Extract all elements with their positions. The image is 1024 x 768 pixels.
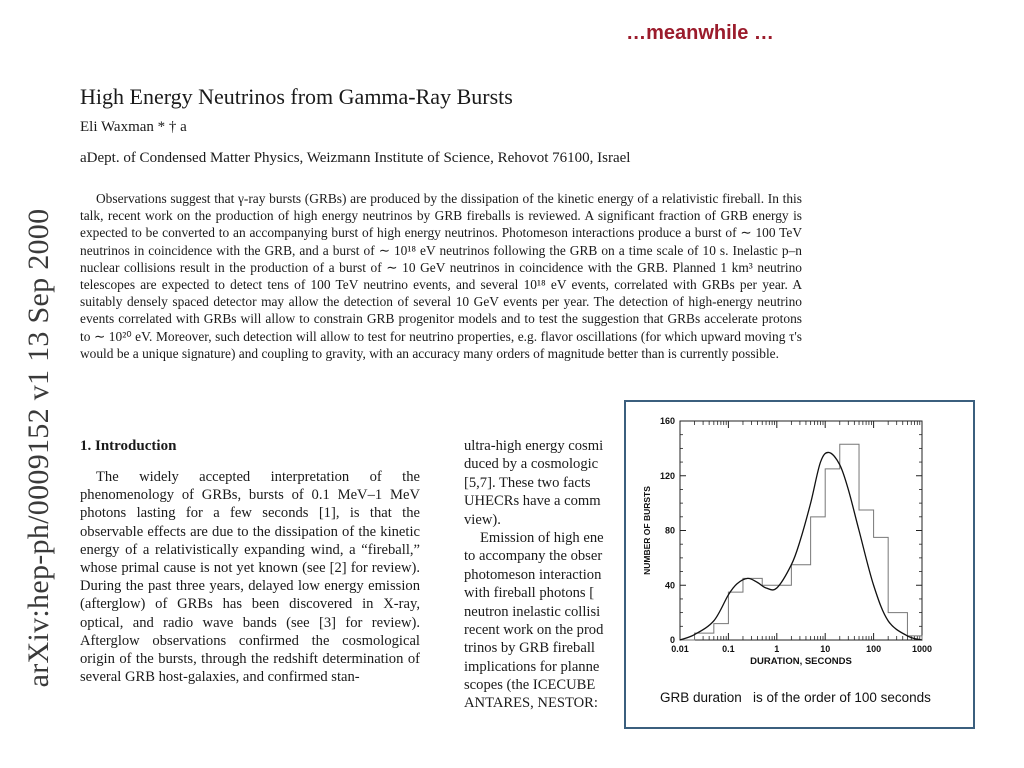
right-column-line: UHECRs have a comm bbox=[464, 493, 601, 510]
intro-left-column bbox=[80, 468, 420, 686]
grb-duration-chart bbox=[626, 402, 973, 682]
right-column-line: scopes (the ICECUBE bbox=[464, 677, 596, 694]
right-column-line: to accompany the obser bbox=[464, 548, 603, 565]
arxiv-identifier: arXiv:hep-ph/0009152 v1 13 Sep 2000 bbox=[22, 208, 55, 688]
right-column-line: ANTARES, NESTOR: bbox=[464, 695, 598, 712]
slide-title: …meanwhile … bbox=[626, 22, 774, 44]
right-column-line: Emission of high ene bbox=[480, 529, 604, 546]
intro-right-column bbox=[464, 437, 624, 713]
y-tick-label: 0 bbox=[669, 635, 675, 645]
histogram-bars bbox=[680, 444, 922, 640]
right-column-line: view). bbox=[464, 511, 501, 528]
y-tick-label: 120 bbox=[659, 470, 675, 481]
paper-author: Eli Waxman * † a bbox=[80, 119, 187, 135]
paper-title: High Energy Neutrinos from Gamma-Ray Bursts bbox=[80, 84, 513, 109]
right-column-line: duced by a cosmologic bbox=[464, 456, 599, 473]
y-tick-label: 40 bbox=[664, 580, 675, 591]
paper-abstract bbox=[80, 190, 802, 362]
abstract-text: Observations suggest that γ-ray bursts (GRBs) are produced by the dissipation of the kinetic energy of a relativistic fireball. In this talk, recent work on the production of high energy neutrinos by GRB fireballs is reviewed. A significant fraction of GRB energy is expected to be converted to an accompanying burst of high energy neutrinos. Photomeson interactions produce a burst of ∼ 100 TeV neutrinos in coincidence with the GRB, and a burst of ∼ 10¹⁸ eV neutrinos following the GRB on a time scale of 10 s. Inelastic p–n nuclear collisions result in the production of a burst of ∼ 10 GeV neutrinos in coincidence with the GRB. Planned 1 km³ neutrino telescopes are expected to detect tens of 100 TeV neutrino events, and several 10¹⁸ eV events, correlated with GRBs per year. A suitably densely spaced detector may allow the detection of several 10 GeV events per year. The detection of high-energy neutrino events correlated with GRBs will allow to constrain GRB progenitor models and to test the suggestion that GRBs accelerate protons to ∼ 10²⁰ eV. Moreover, such detection will allow to test for neutrino properties, e.g. flavor oscillations (for which upward moving τ's would be a unique signature) and coupling to gravity, with an accuracy many orders of magnitude better than is currently possible. bbox=[80, 191, 802, 361]
y-tick-label: 80 bbox=[664, 525, 675, 536]
right-column-line: recent work on the prod bbox=[464, 621, 604, 638]
section-heading: 1. Introduction bbox=[80, 438, 177, 454]
y-axis-label: NUMBER OF BURSTS bbox=[642, 486, 652, 575]
intro-left-text: The widely accepted interpretation of the phenomenology of GRBs, bursts of 0.1 MeV–1 MeV photons lasting for a few seconds [1], is that the observable effects are due to the dissipation of the kinetic energy of a relativistically expanding wind, a “fireball,” whose primal cause is not yet known (see [2] for review). During the past three years, delayed low energy emission (afterglow) of GRBs has been discovered in X-ray, optical, and radio wave bands (see [3] for review). Afterglow observations confirmed the cosmological origin of the bursts, through the redshift determination of several GRB host-galaxies, and confirmed stan- bbox=[80, 469, 420, 686]
x-tick-label: 1000 bbox=[911, 644, 933, 654]
right-column-line: [5,7]. These two facts bbox=[464, 474, 591, 491]
x-tick-label: 100 bbox=[866, 644, 882, 654]
right-column-line: photomeson interaction bbox=[464, 566, 602, 583]
right-column-line: with fireball photons [ bbox=[464, 585, 595, 602]
paper-affiliation: aDept. of Condensed Matter Physics, Weizmann Institute of Science, Rehovot 76100, Israel bbox=[80, 150, 631, 166]
figure-box bbox=[624, 400, 975, 729]
x-tick-label: 0.01 bbox=[671, 644, 689, 654]
y-tick-label: 160 bbox=[659, 416, 675, 426]
x-tick-label: 10 bbox=[820, 644, 831, 654]
x-tick-label: 1 bbox=[774, 644, 780, 654]
right-column-line: implications for planne bbox=[464, 658, 600, 675]
right-column-line: trinos by GRB fireball bbox=[464, 640, 595, 657]
fit-curve bbox=[680, 452, 922, 640]
x-axis-label: DURATION, SECONDS bbox=[750, 656, 852, 667]
right-column-line: neutron inelastic collisi bbox=[464, 603, 601, 620]
x-tick-label: 0.1 bbox=[722, 644, 735, 654]
figure-caption: GRB duration is of the order of 100 seconds bbox=[660, 690, 931, 705]
right-column-line: ultra-high energy cosmi bbox=[464, 438, 604, 454]
plot-frame bbox=[680, 421, 922, 640]
